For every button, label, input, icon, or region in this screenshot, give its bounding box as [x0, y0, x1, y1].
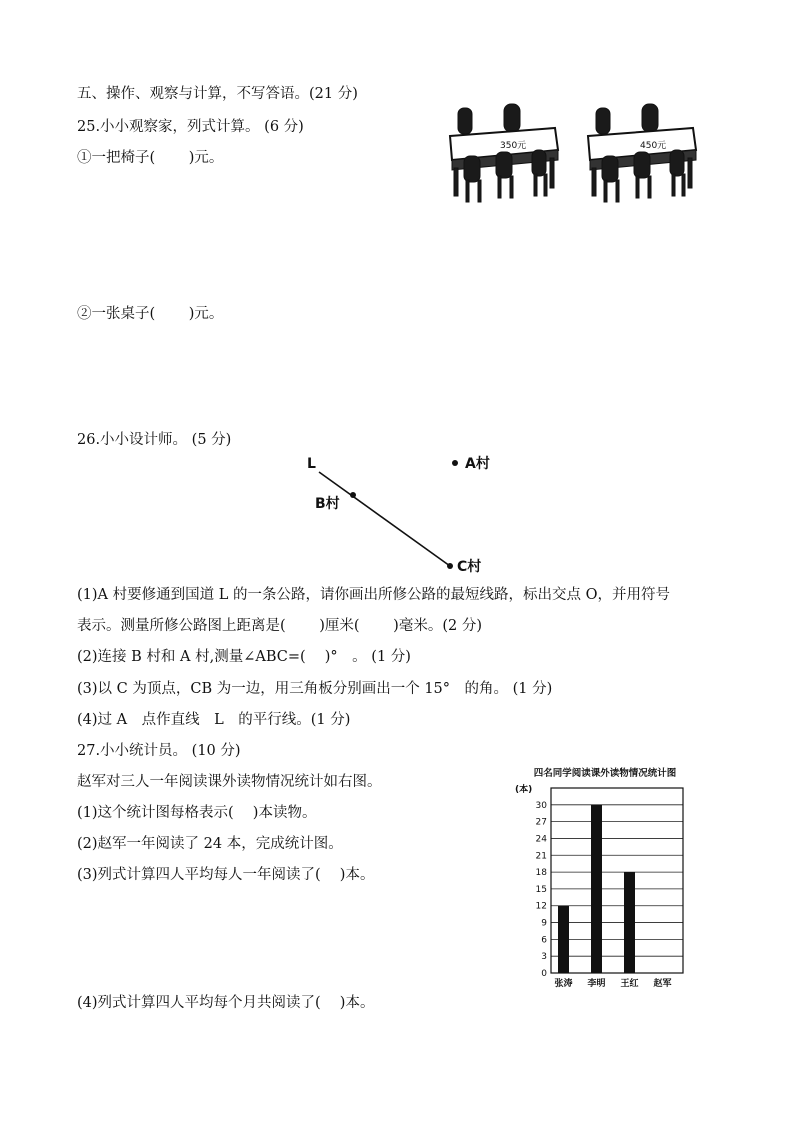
q25-sub2: ②一张桌子( )元。 [77, 306, 224, 322]
label-L: L [307, 456, 316, 472]
q26-p3: (3)以 C 为顶点，CB 为一边，用三角板分别画出一个 15° 的角。 (1 分) [77, 681, 553, 697]
q26-p4: (4)过 A 点作直线 L 的平行线。(1 分) [77, 712, 351, 728]
x-tick-label: 赵军 [653, 979, 672, 989]
section-title: 五、操作、观察与计算，不写答语。(21 分) [77, 86, 358, 102]
bar-2 [624, 872, 635, 973]
y-tick-label: 30 [535, 800, 547, 811]
y-tick-label: 9 [541, 918, 547, 929]
bar-1 [591, 805, 602, 973]
q27-p2: (2)赵军一年阅读了 24 本，完成统计图。 [77, 836, 343, 852]
x-tick-label: 王红 [620, 979, 639, 989]
y-tick-label: 24 [535, 834, 547, 845]
x-tick-label: 李明 [587, 979, 606, 989]
q27-p3: (3)列式计算四人平均每人一年阅读了( )本。 [77, 867, 375, 883]
road-diagram [295, 450, 515, 575]
y-tick-label: 15 [535, 884, 547, 895]
y-tick-label: 18 [535, 868, 547, 879]
reading-bar-chart [505, 762, 705, 994]
chart-title: 四名同学阅读课外读物情况统计图 [533, 768, 677, 779]
table-set-left [450, 104, 558, 202]
point-C [447, 563, 453, 569]
q25-sub1: ①一把椅子( )元。 [77, 150, 224, 166]
q27-p4: (4)列式计算四人平均每个月共阅读了( )本。 [77, 995, 375, 1011]
point-B [350, 492, 356, 498]
table-price-left: 350元 [500, 141, 527, 151]
x-tick-label: 张涛 [554, 979, 573, 989]
y-tick-label: 27 [535, 817, 547, 828]
table-set-right [588, 104, 696, 202]
table-price-right: 450元 [640, 141, 667, 151]
y-tick-label: 21 [535, 851, 547, 862]
y-tick-label: 0 [541, 969, 547, 979]
q25-title: 25.小小观察家，列式计算。 (6 分) [77, 119, 304, 135]
furniture-illustration [440, 100, 700, 210]
y-tick-label: 6 [541, 935, 547, 946]
q26-title: 26.小小设计师。 (5 分) [77, 432, 232, 448]
chart-ylabel: (本) [515, 785, 533, 795]
label-C: C村 [457, 559, 482, 575]
y-tick-label: 3 [541, 952, 547, 963]
label-A: A村 [465, 456, 490, 472]
bar-0 [558, 906, 569, 973]
q27-intro: 赵军对三人一年阅读课外读物情况统计如右图。 [77, 774, 382, 790]
q26-p1-line1: (1)A 村要修通到国道 L 的一条公路，请你画出所修公路的最短线路，标出交点 O，并用符号 [77, 587, 670, 603]
q27-p1: (1)这个统计图每格表示( )本读物。 [77, 805, 317, 821]
y-tick-label: 12 [535, 901, 547, 912]
point-A [452, 460, 458, 466]
label-B: B村 [315, 496, 340, 512]
q27-title: 27.小小统计员。 (10 分) [77, 743, 241, 759]
road-line-L [319, 472, 450, 566]
q26-p1-line2: 表示。测量所修公路图上距离是( )厘米( )毫米。(2 分) [77, 618, 482, 634]
q26-p2: (2)连接 B 村和 A 村,测量∠ABC=( )° 。 (1 分) [77, 649, 411, 665]
